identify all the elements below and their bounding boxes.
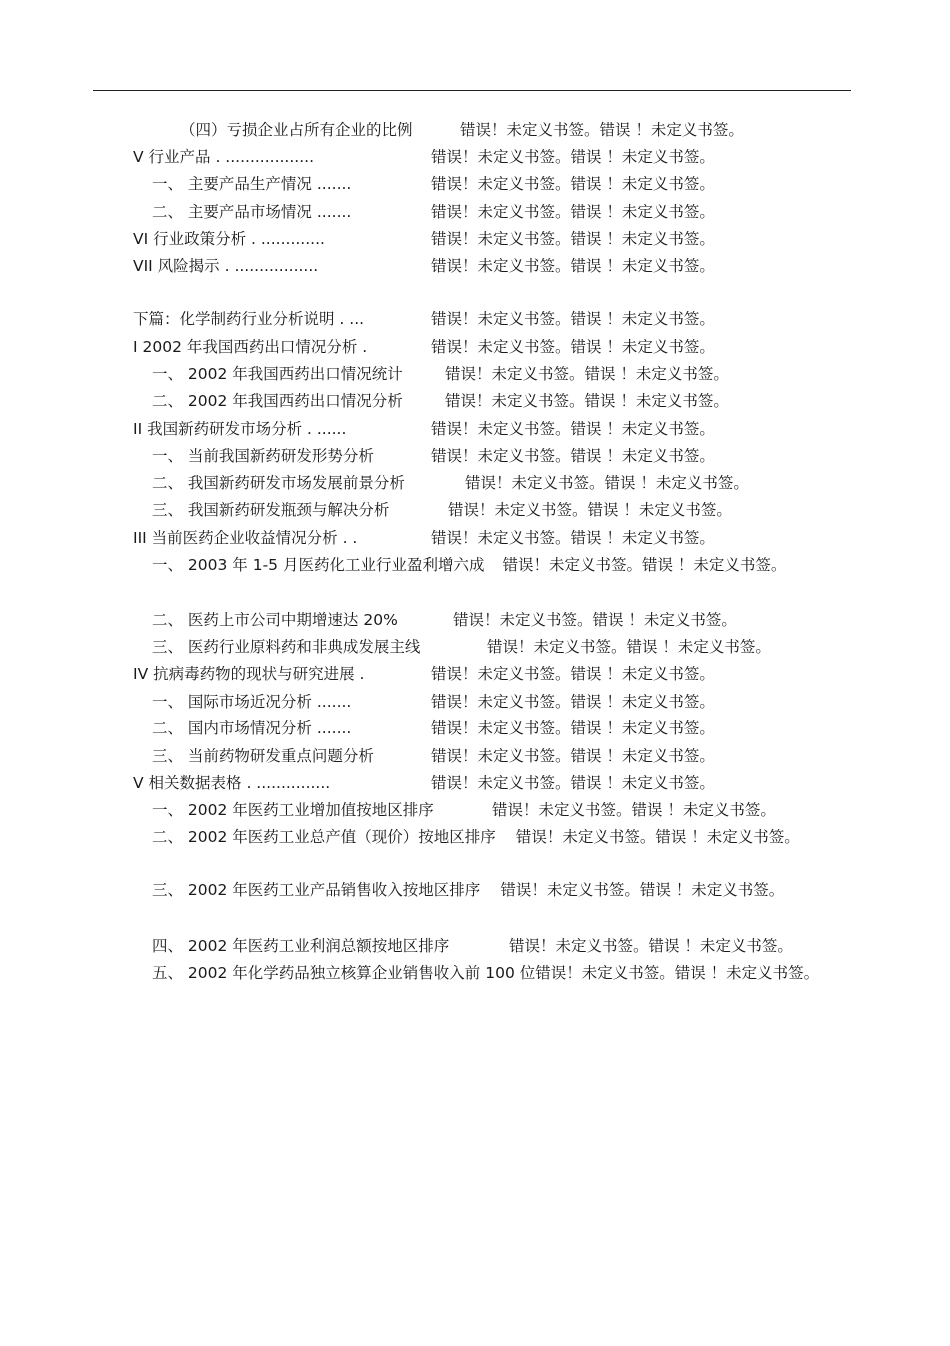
toc-entry[interactable] [133,309,715,329]
toc-entry-label: 一、 当前我国新药研发形势分析 [152,447,374,465]
toc-entry-error: 错误！未定义书签。错误 ！未定义书签。 [431,693,715,711]
toc-entry[interactable] [114,877,836,904]
toc-entry-label: IV 抗病毒药物的现状与研究进展 . [133,665,365,683]
toc-entry-error: 错误！未定义书签。错误 ！未定义书签。 [431,175,715,193]
toc-entry[interactable] [152,800,776,820]
toc-entry[interactable] [152,174,715,194]
toc-entry[interactable] [114,960,836,987]
toc-entry-error: 错误！未定义书签。错误 ！未定义书签。 [535,964,820,982]
toc-entry[interactable] [114,824,836,851]
toc-entry-label: 三、 医药行业原料药和非典成发展主线 [152,638,421,656]
header-rule [93,90,851,91]
toc-entry-error: 错误！未定义书签。错误 ！未定义书签。 [431,338,715,356]
toc-entry-error: 错误！未定义书签。错误 ！未定义书签。 [431,148,715,166]
toc-entry-error: 错误！未定义书签。错误 ！未定义书签。 [492,801,776,819]
toc-entry-error: 错误！未定义书签。错误 ！未定义书签。 [431,665,715,683]
toc-entry[interactable] [114,552,836,579]
toc-entry-error: 错误！未定义书签。错误 ！未定义书签。 [431,747,715,765]
toc-entry-error: 错误！未定义书签。错误 ！未定义书签。 [515,828,800,846]
toc-entry-label: VII 风险揭示 . ................. [133,257,319,275]
toc-entry-label: 一、 2002 年医药工业增加值按地区排序 [152,801,434,819]
toc-entry-error: 错误！未定义书签。错误 ！未定义书签。 [445,392,729,410]
toc-entry-error: 错误！未定义书签。错误 ！未定义书签。 [431,203,715,221]
toc-entry[interactable] [152,637,771,657]
toc-entry-error: 错误！未定义书签。错误 ！未定义书签。 [453,611,737,629]
toc-entry-error: 错误！未定义书签。错误 ！未定义书签。 [431,420,715,438]
toc-entry[interactable] [133,147,715,167]
toc-entry[interactable] [133,256,715,276]
toc-entry-label: 二、 2002 年我国西药出口情况分析 [152,392,403,410]
toc-entry-label: 四、 2002 年医药工业利润总额按地区排序 [152,937,450,955]
toc-entry[interactable] [152,610,737,630]
toc-entry[interactable] [152,746,715,766]
toc-entry-label: 三、 当前药物研发重点问题分析 [152,747,374,765]
toc-entry-error: 错误！未定义书签。错误 ！未定义书签。 [431,310,715,328]
toc-entry-label: 二、 主要产品市场情况 ....... [152,203,352,221]
toc-entry[interactable] [152,446,715,466]
toc-entry-label: V 相关数据表格 . ............... [133,774,331,792]
toc-entry[interactable] [180,120,744,140]
toc-entry-error: 错误！未定义书签。错误 ！未定义书签。 [448,501,732,519]
toc-entry-label: （四）亏损企业占所有企业的比例 [180,121,413,139]
toc-entry-label: V 行业产品 . .................. [133,148,314,166]
toc-entry[interactable] [152,500,732,520]
toc-entry-label: 下篇：化学制药行业分析说明 . ... [133,310,365,328]
toc-entry-label: 二、 2002 年医药工业总产值（现价）按地区排序 [152,828,496,846]
toc-entry-label: VI 行业政策分析 . ............. [133,230,325,248]
toc-entry-label: 一、 2003 年 1-5 月医药化工业行业盈利增六成 [152,556,485,574]
toc-entry-error: 错误！未定义书签。错误 ！未定义书签。 [460,121,744,139]
toc-entry-label: I 2002 年我国西药出口情况分析 . [133,338,368,356]
toc-entry[interactable] [152,391,729,411]
toc-entry-error: 错误！未定义书签。错误 ！未定义书签。 [431,529,715,547]
toc-entry-error: 错误！未定义书签。错误 ！未定义书签。 [502,556,787,574]
toc-entry-label: II 我国新药研发市场分析 . ...... [133,420,347,438]
toc-entry[interactable] [133,528,715,548]
toc-entry-label: III 当前医药企业收益情况分析 . . [133,529,358,547]
toc-entry[interactable] [133,664,715,684]
toc-entry-label: 二、 我国新药研发市场发展前景分析 [152,474,405,492]
toc-entry-error: 错误！未定义书签。错误 ！未定义书签。 [431,719,715,737]
toc-entry-error: 错误！未定义书签。错误 ！未定义书签。 [431,447,715,465]
toc-entry-error: 错误！未定义书签。错误 ！未定义书签。 [500,881,785,899]
toc-entry[interactable] [152,202,715,222]
toc-entry-label: 三、 我国新药研发瓶颈与解决分析 [152,501,390,519]
toc-entry[interactable] [133,229,715,249]
toc-entry-error: 错误！未定义书签。错误 ！未定义书签。 [465,474,749,492]
toc-entry-label: 一、 2002 年我国西药出口情况统计 [152,365,403,383]
toc-entry-label: 一、 国际市场近况分析 ....... [152,693,352,711]
toc-entry-label: 五、 2002 年化学药品独立核算企业销售收入前 100 位 [152,964,536,982]
toc-entry[interactable] [133,337,715,357]
toc-entry-label: 二、 医药上市公司中期增速达 20% [152,611,398,629]
toc-entry[interactable] [133,419,715,439]
toc-entry-error: 错误！未定义书签。错误 ！未定义书签。 [487,638,771,656]
toc-entry-error: 错误！未定义书签。错误 ！未定义书签。 [431,230,715,248]
toc-entry[interactable] [152,718,715,738]
toc-entry-error: 错误！未定义书签。错误 ！未定义书签。 [509,937,793,955]
toc-entry[interactable] [152,473,749,493]
toc-entry[interactable] [133,773,715,793]
toc-entry-label: 一、 主要产品生产情况 ....... [152,175,352,193]
toc-entry-error: 错误！未定义书签。错误 ！未定义书签。 [431,257,715,275]
toc-entry-label: 二、 国内市场情况分析 ....... [152,719,352,737]
toc-entry-error: 错误！未定义书签。错误 ！未定义书签。 [431,774,715,792]
toc-entry-label: 三、 2002 年医药工业产品销售收入按地区排序 [152,881,481,899]
toc-entry[interactable] [152,692,715,712]
toc-entry[interactable] [152,936,793,956]
toc-entry-error: 错误！未定义书签。错误 ！未定义书签。 [445,365,729,383]
toc-entry[interactable] [152,364,729,384]
